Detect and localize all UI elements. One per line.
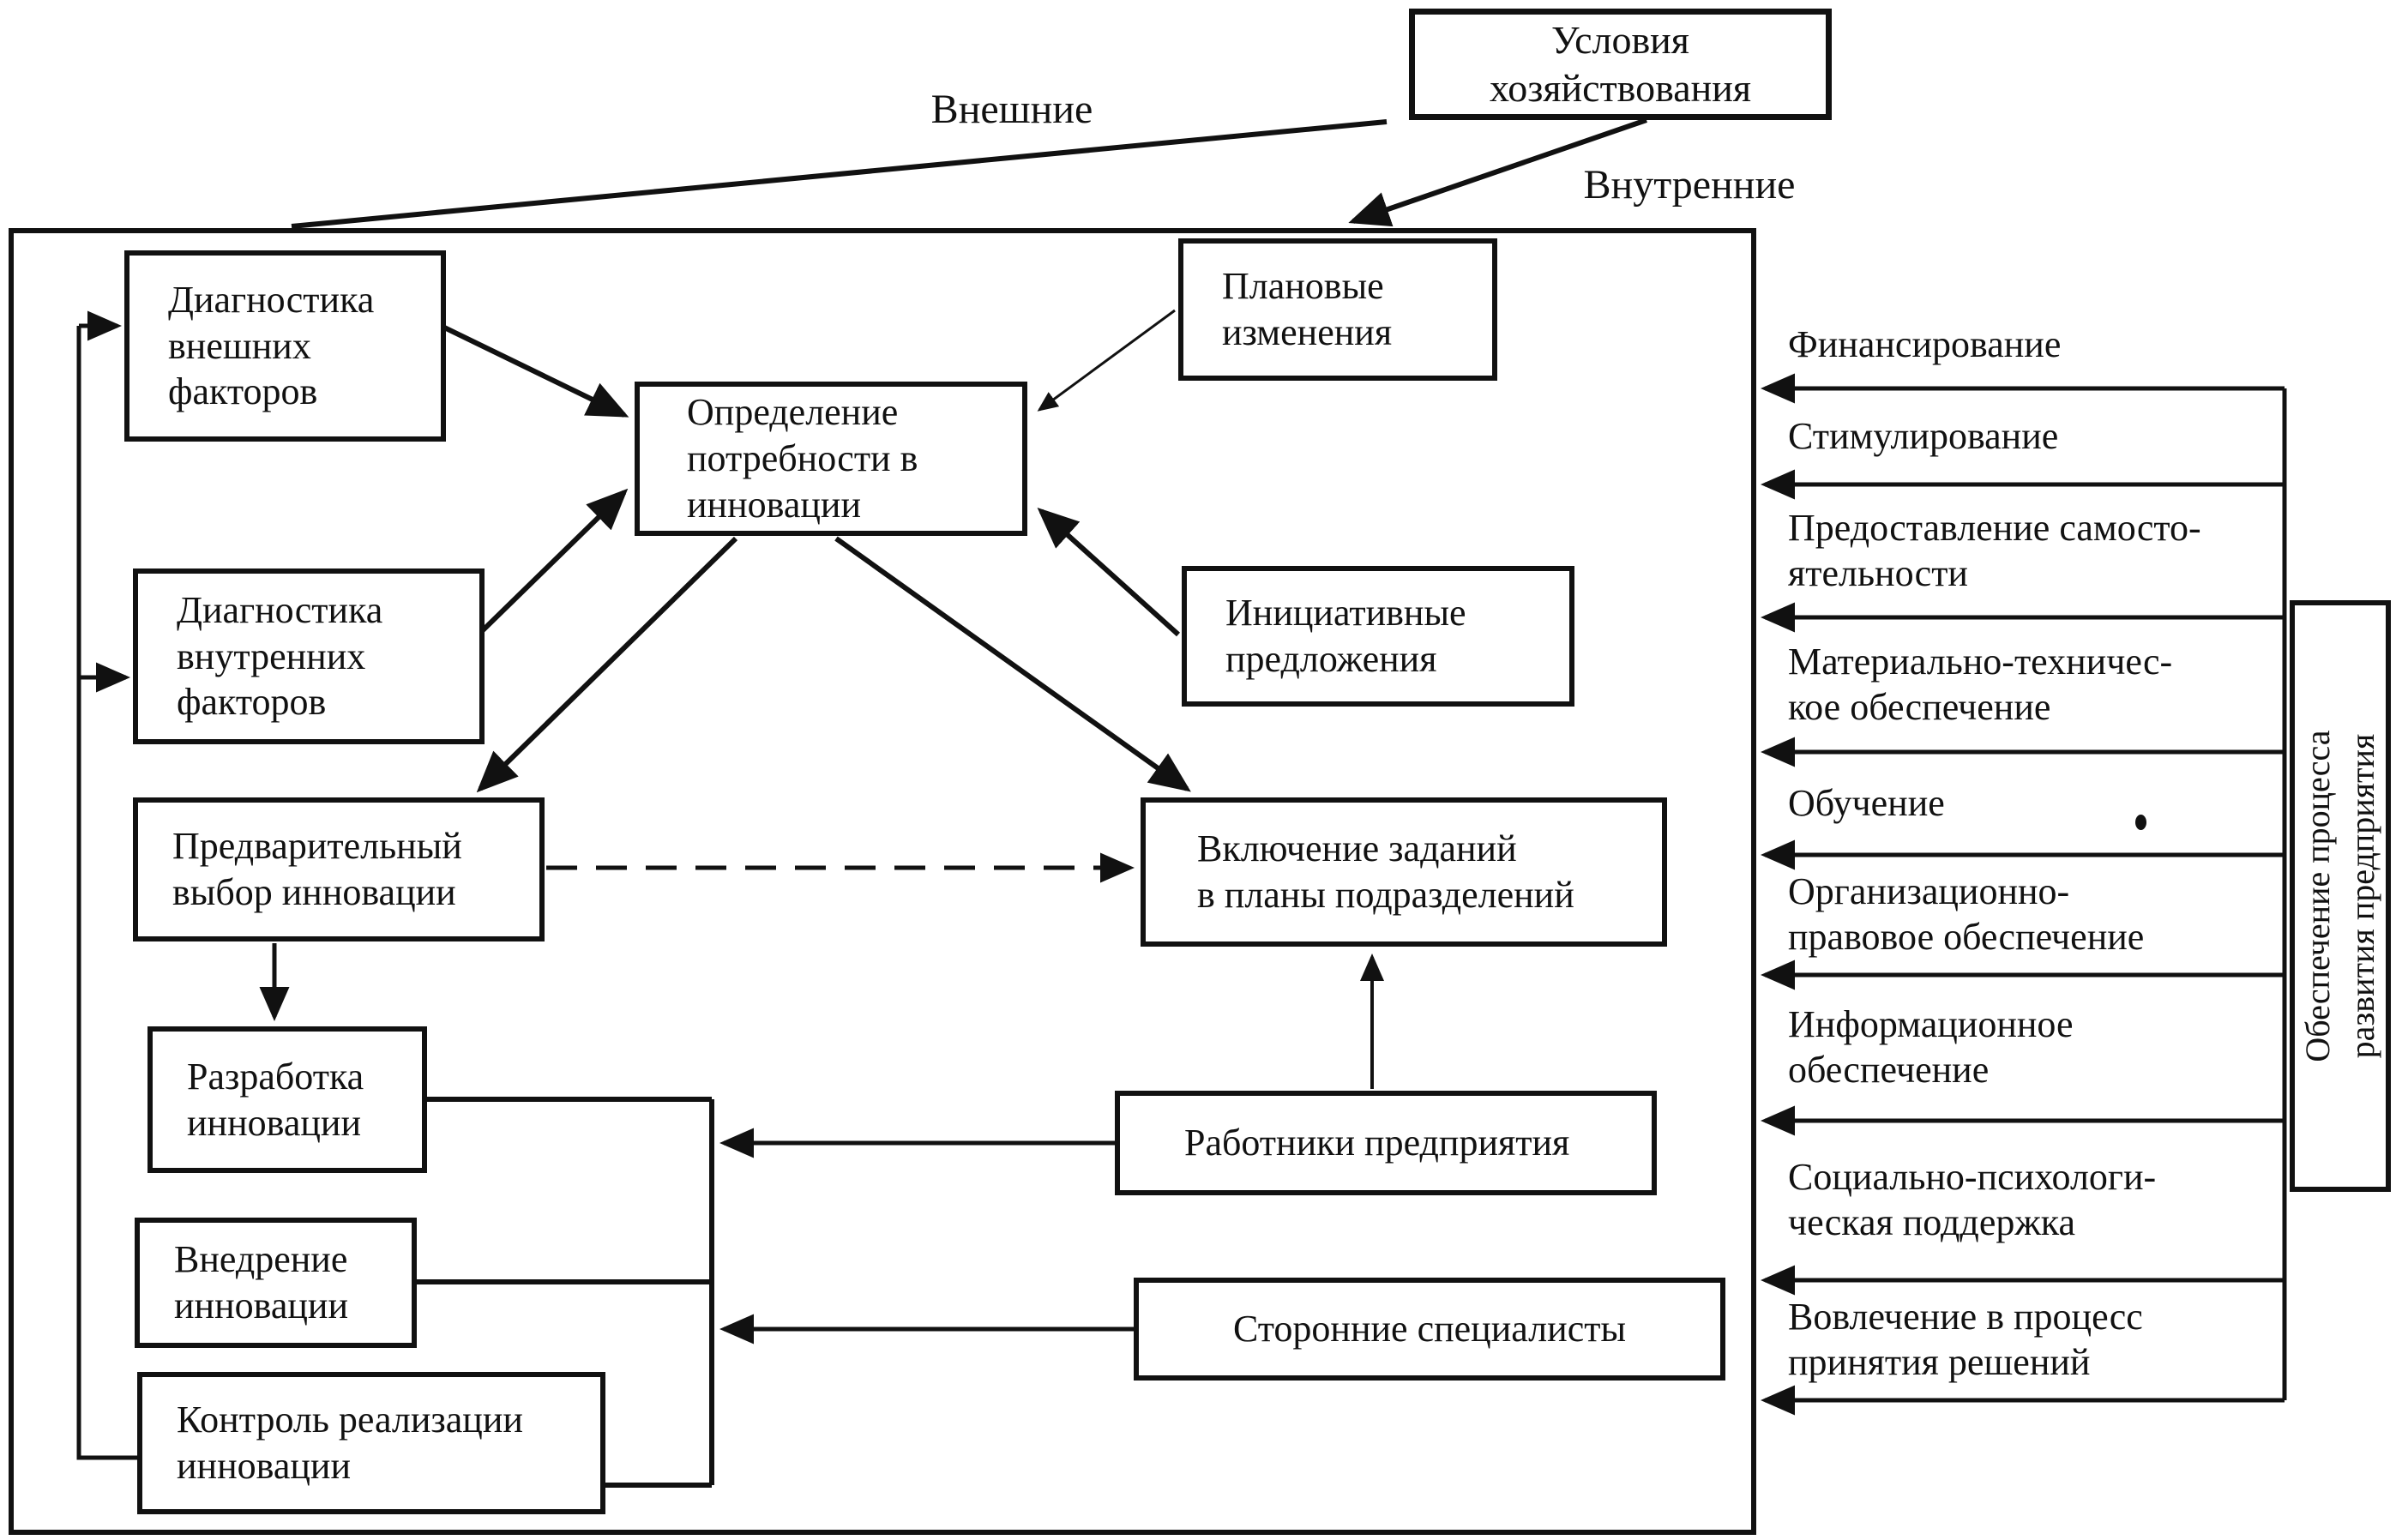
- support-row-stimulation: [1788, 388, 2294, 484]
- node-planned-changes: [1178, 238, 1497, 381]
- node-line: предложения: [1225, 638, 1437, 680]
- support-row-line: Вовлечение в процесс: [1788, 1296, 2143, 1338]
- node-line: Определение: [687, 391, 899, 434]
- feedback-loop-line: [79, 326, 137, 1458]
- support-row-line: Организационно-: [1788, 870, 2070, 913]
- node-line: инновации: [687, 483, 862, 526]
- node-line: Сторонние специалисты: [1232, 1308, 1627, 1351]
- node-line: инновации: [187, 1101, 362, 1144]
- node-external-specialists: [1134, 1278, 1725, 1381]
- node-line: Контроль реализации: [177, 1399, 523, 1441]
- support-row-training: [1788, 752, 2294, 855]
- support-row-line: Стимулирование: [1788, 414, 2059, 457]
- node-task-inclusion: [1141, 797, 1667, 947]
- need-to-task-inclusion-arrow: [836, 538, 1187, 789]
- node-line: факторов: [177, 681, 327, 724]
- support-row-line: правовое обеспечение: [1788, 916, 2145, 958]
- node-line: Диагностика: [177, 588, 383, 631]
- node-implementation-control: [137, 1372, 605, 1514]
- node-innovation-implementation: [135, 1218, 417, 1348]
- support-row-line: ятельности: [1788, 551, 1968, 594]
- node-line: внутренних: [177, 635, 366, 677]
- support-row-line: обеспечение: [1788, 1049, 1990, 1091]
- support-row-socio-psychological: [1788, 1121, 2294, 1280]
- node-line: изменения: [1222, 311, 1393, 353]
- node-line: Диагностика: [168, 278, 375, 321]
- box-business-conditions-line: Условия: [1551, 17, 1689, 62]
- side-label-line: Обеспечение процесса: [2298, 730, 2337, 1062]
- node-innovation-development: [147, 1026, 427, 1173]
- support-row-autonomy: [1788, 484, 2294, 617]
- need-to-preselection-arrow: [480, 538, 736, 789]
- support-row-line: Информационное: [1788, 1003, 2074, 1046]
- node-line: Предварительный: [172, 825, 462, 868]
- label-internal-factors: Внутренние: [1583, 162, 1796, 208]
- initiative-to-need-arrow: [1041, 511, 1178, 635]
- box-business-conditions-line: хозяйствования: [1489, 66, 1752, 110]
- support-row-material-technical: [1788, 617, 2294, 752]
- node-line: инновации: [177, 1445, 352, 1487]
- support-row-line: ческая поддержка: [1788, 1201, 2075, 1243]
- support-row-line: Материально-техничес-: [1788, 640, 2173, 683]
- node-internal-diagnostics: [133, 568, 485, 744]
- node-line: Внедрение: [174, 1238, 348, 1281]
- support-row-financing: [1788, 302, 2294, 388]
- label-external-factors: Внешние: [930, 87, 1093, 132]
- node-line: в планы подразделений: [1197, 874, 1574, 916]
- side-label-line: развития предприятия: [2343, 733, 2381, 1059]
- planned-changes-to-need-arrow: [1039, 310, 1175, 410]
- node-enterprise-workers: [1115, 1091, 1657, 1195]
- ink-speck: [2135, 815, 2146, 830]
- external-conditions-line: [292, 122, 1387, 226]
- ext-diagnostics-to-need-arrow: [437, 324, 624, 415]
- node-line: выбор инновации: [172, 871, 456, 913]
- node-external-diagnostics: [124, 250, 446, 442]
- node-line: Работники предприятия: [1184, 1122, 1570, 1164]
- support-row-information: [1788, 975, 2294, 1121]
- node-line: Инициативные: [1225, 592, 1466, 635]
- node-line: Включение заданий: [1197, 827, 1517, 870]
- support-row-organizational-legal: [1788, 855, 2294, 975]
- side-label-process-support: [2290, 600, 2391, 1192]
- node-line: инновации: [174, 1284, 349, 1326]
- node-line: факторов: [168, 370, 318, 413]
- node-innovation-need: [635, 382, 1027, 536]
- support-row-line: принятия решений: [1788, 1341, 2091, 1383]
- node-line: потребности в: [687, 437, 918, 480]
- node-initiative-proposals: [1182, 566, 1574, 707]
- support-row-line: Предоставление самосто-: [1788, 506, 2201, 549]
- node-line: Разработка: [187, 1055, 364, 1098]
- support-row-line: кое обеспечение: [1788, 685, 2051, 728]
- support-row-decision-involvement: [1788, 1280, 2294, 1400]
- support-row-line: Социально-психологи-: [1788, 1156, 2157, 1199]
- box-business-conditions: [1409, 9, 1832, 120]
- support-row-line: Финансирование: [1788, 322, 2062, 365]
- node-line: Плановые: [1222, 265, 1384, 308]
- node-preliminary-selection: [133, 797, 545, 941]
- int-diagnostics-to-need-arrow: [480, 492, 624, 633]
- support-row-line: Обучение: [1788, 781, 1945, 824]
- node-line: внешних: [168, 324, 311, 367]
